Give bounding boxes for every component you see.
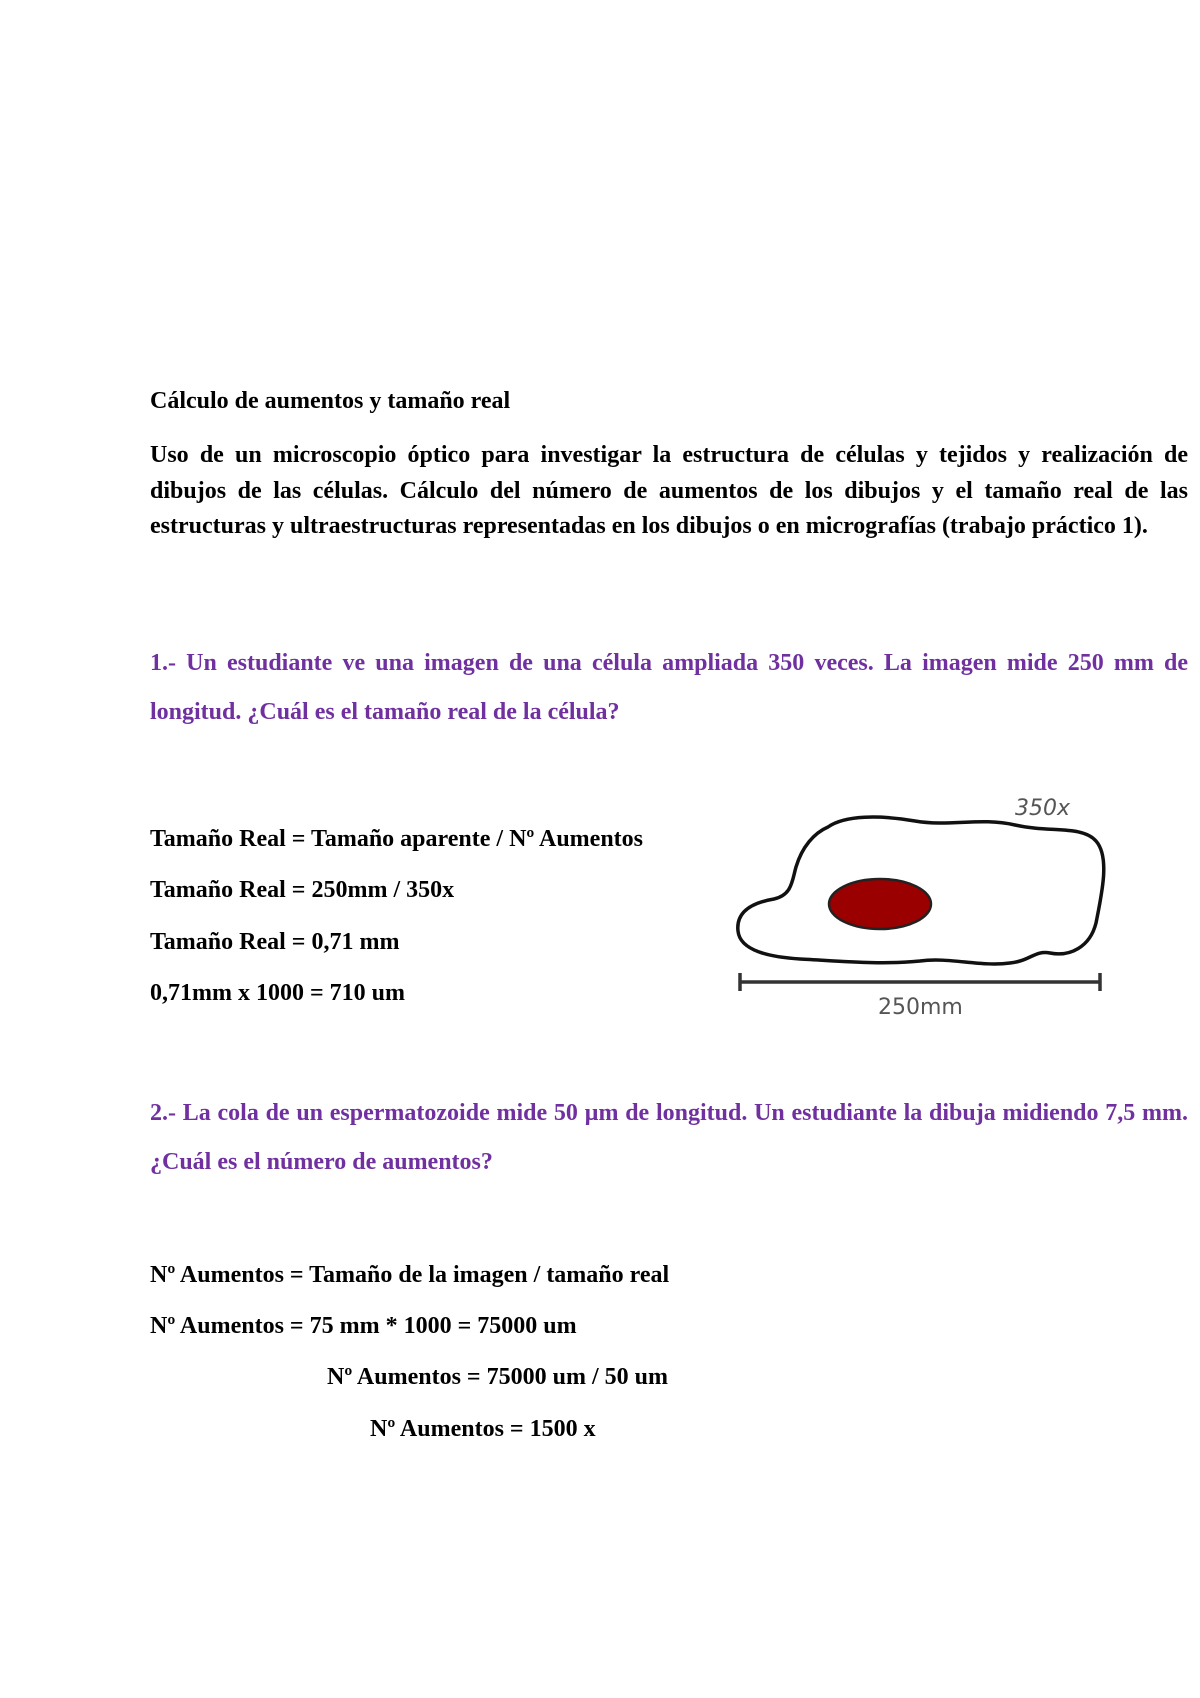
q2-calc-line-4: Nº Aumentos = 1500 x: [370, 1416, 596, 1442]
q1-calc-line-3: Tamaño Real = 0,71 mm: [150, 929, 400, 955]
q1-calc-line-1: Tamaño Real = Tamaño aparente / Nº Aumentos: [150, 826, 643, 852]
section-heading: Cálculo de aumentos y tamaño real: [150, 388, 511, 414]
q1-calc-line-2: Tamaño Real = 250mm / 350x: [150, 877, 455, 903]
question-1: 1.- Un estudiante ve una imagen de una célula ampliada 350 veces. La imagen mide 250 mm de longitud. ¿Cuál es el tamaño real de la célula?: [150, 650, 1188, 725]
q2-calc-line-1: Nº Aumentos = Tamaño de la imagen / tamaño real: [150, 1262, 670, 1288]
question-2: 2.- La cola de un espermatozoide mide 50 µm de longitud. Un estudiante la dibuja midiendo 7,5 mm. ¿Cuál es el número de aumentos?: [150, 1100, 1188, 1175]
intro-paragraph: Uso de un microscopio óptico para investigar la estructura de células y tejidos y realización de dibujos de las células. Cálculo del número de aumentos de los dibujos y el tamaño real de las estructuras y ultraestructuras representadas en los dibujos o en micrografías (trabajo práctico 1).: [150, 442, 1188, 539]
q2-calc-line-3: Nº Aumentos = 75000 um / 50 um: [327, 1364, 668, 1390]
q2-calc-line-2: Nº Aumentos = 75 mm * 1000 = 75000 um: [150, 1313, 577, 1339]
q1-calc-line-4: 0,71mm x 1000 = 710 um: [150, 980, 405, 1006]
length-label: 250mm: [878, 995, 963, 1020]
cell-diagram: [730, 785, 1120, 1030]
cell-nucleus: [829, 879, 931, 929]
magnification-label: 350x: [1015, 796, 1071, 821]
